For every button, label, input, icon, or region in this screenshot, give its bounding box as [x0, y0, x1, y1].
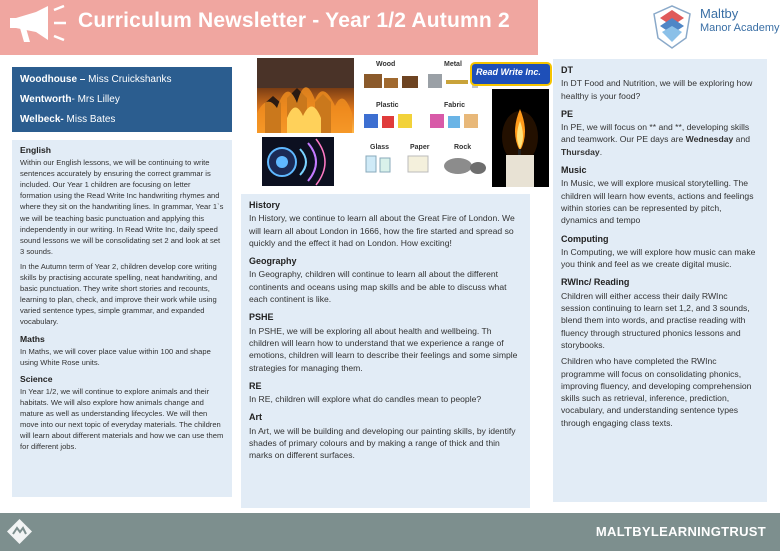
house-row — [20, 70, 224, 90]
maths-text: In Maths, we will cover place value within 100 and shape using White Rose units. — [20, 346, 211, 367]
material-label-glass: Glass — [370, 144, 390, 151]
english-text-1: Within our English lessons, we will be continuing to write sentences accurately by ensuring the correct grammar is included. Our Year 1 children are focusing on letter formation using the Read Write Inc handwriting rhymes and where they sit on the handwriting lines. In grammar, Year 1`s we will be teaching basic punctuation and applying this independently in our writing. In Read Write Inc, daily speed sound lessons we will be consolidating set 2 and look at set 3 sounds. — [20, 158, 224, 256]
music-text: In Music, we will explore musical storytelling. The children will learn how events, actions and feelings within stories can be represented by pitch, dynamics and tempo — [561, 178, 754, 226]
english-text-2: In the Autumn term of Year 2, children develop core writing skills by practising accurate spelling, neat handwriting, and basic punctuation. They write short stories and recounts, learning to plan, check, and improve their work while using varied sentence types, simple grammar, and expanded vocabulary. — [20, 261, 218, 327]
middle-subject-panel — [241, 194, 530, 508]
material-label-wood: Wood — [376, 61, 396, 68]
music-speaker-image — [262, 137, 334, 186]
footer-bar — [0, 513, 780, 551]
rwinc-text-2: Children who have completed the RWInc programme will focus on consolidating phonics, improving fluency, and developing comprehension skills such as retrieval, inference, prediction, vocabulary, and understanding sentence types through engaging class texts. — [561, 356, 752, 428]
header-banner — [0, 0, 538, 55]
house-row — [20, 110, 224, 130]
rwinc-text-1: Children will either access their daily RWInc session continuing to learn set 1,2, and 3 sounds, blend them into words, and practise reading with fluency through structured phonics lessons and storybooks. — [561, 290, 750, 350]
pe-text-and: and — [733, 134, 751, 145]
material-label-plastic: Plastic — [376, 102, 399, 109]
pe-day-thursday: Thursday — [561, 146, 600, 157]
science-heading: Science — [20, 373, 53, 384]
read-write-inc-logo — [470, 62, 552, 86]
dt-heading: DT — [561, 65, 573, 75]
house-name: Woodhouse – — [20, 74, 89, 85]
trust-logo-icon — [6, 518, 33, 545]
great-fire-image — [257, 58, 354, 133]
house-teacher: Miss Cruickshanks — [88, 74, 172, 85]
rwinc-heading: RWInc/ Reading — [561, 277, 630, 288]
history-heading: History — [249, 200, 281, 210]
rwi-logo-text: Read Write Inc. — [476, 67, 541, 77]
computing-text: In Computing, we will explore how music can make you think and feel as we create digital music. — [561, 246, 756, 270]
art-text: In Art, we will be building and developing our painting skills, by identify shades of primary colours and by making a range of thick and thin marks on different surfaces. — [249, 425, 516, 461]
pe-heading: PE — [561, 108, 574, 119]
material-label-rock: Rock — [454, 144, 472, 151]
school-subname: Manor Academy — [700, 22, 780, 34]
dt-text: In DT Food and Nutrition, we will be exploring how healthy is your food? — [561, 78, 753, 101]
houses-box — [12, 67, 232, 132]
school-logo-text — [700, 7, 779, 35]
science-text: In Year 1/2, we will continue to explore animals and their habitats. We will also explore how animals change and mature as well as understanding lifecycles. We will then move into our next topic of everyday materials. The children will learn about different materials and how we can use them for different jobs. — [20, 386, 224, 452]
pe-day-wednesday: Wednesday — [685, 134, 734, 145]
maths-heading: Maths — [20, 333, 45, 344]
house-name: Welbeck- — [20, 114, 64, 125]
art-heading: Art — [249, 412, 262, 423]
house-row — [20, 90, 224, 110]
house-name: Wentworth — [20, 94, 72, 105]
history-text: In History, we continue to learn all about the Great Fire of London. We will learn all about London in 1666, how the fire started and spread so quickly and the effect it had on London. How exciting! — [249, 213, 515, 248]
material-label-fabric: Fabric — [444, 102, 466, 109]
material-label-paper: Paper — [410, 144, 430, 151]
re-heading: RE — [249, 380, 262, 391]
geography-heading: Geography — [249, 256, 297, 267]
trust-name: MALTBYLEARNINGTRUST — [595, 524, 766, 539]
pe-text — [561, 121, 759, 158]
english-heading: English — [20, 145, 52, 155]
material-label-metal: Metal — [444, 61, 462, 68]
newsletter-title: Curriculum Newsletter - Year 1/2 Autumn 2 — [78, 9, 510, 32]
geography-text: In Geography, children will continue to learn all about the different continents and oceans using map skills and be able to discuss what each continent is like. — [249, 269, 507, 305]
candle-image — [492, 89, 549, 187]
right-subject-panel — [553, 59, 767, 502]
school-name: Maltby — [700, 6, 739, 21]
pshe-text: In PSHE, we will be exploring all about health and wellbeing. Th children will learn how to understand that we experience a range of emotions, children will learn to describe their feelings and some simple strategies for managing them. — [249, 325, 518, 373]
pshe-heading: PSHE — [249, 312, 274, 323]
megaphone-icon — [6, 4, 68, 46]
computing-heading: Computing — [561, 233, 609, 244]
left-subject-panel — [12, 140, 232, 497]
music-heading: Music — [561, 165, 587, 176]
pe-text-main: In PE, we will focus on ** and **, developing skills and teamwork. Our PE days are — [561, 122, 750, 145]
pe-text-end: . — [599, 146, 603, 157]
house-teacher: - Mrs Lilley — [71, 94, 120, 105]
re-text: In RE, children will explore what do candles mean to people? — [249, 394, 482, 405]
house-teacher: Miss Bates — [63, 114, 116, 125]
